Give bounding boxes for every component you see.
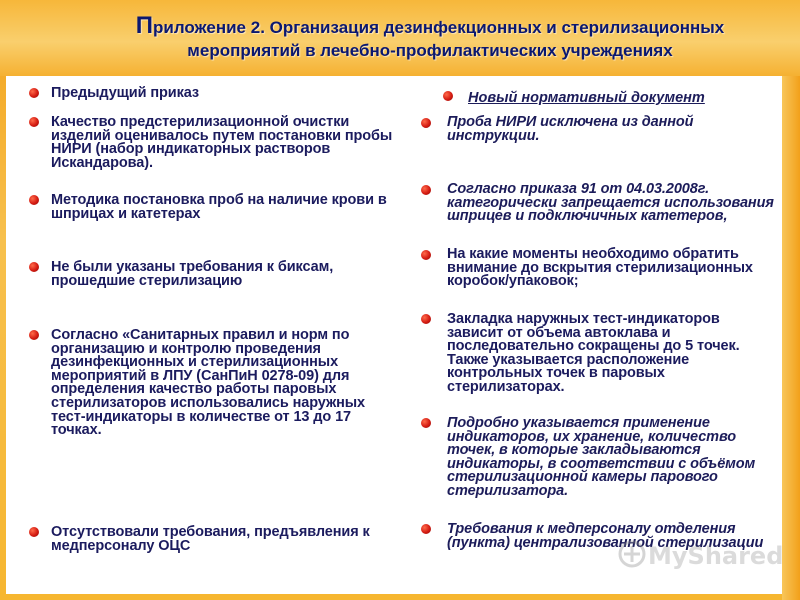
- bullet-icon: [421, 185, 431, 195]
- left-item-1: Предыдущий приказ: [51, 85, 200, 101]
- watermark-text: MyShared: [648, 542, 784, 570]
- right-column-heading: Новый нормативный документ: [468, 90, 705, 106]
- bullet-icon: [421, 250, 431, 260]
- bullet-icon: [443, 91, 453, 101]
- bullet-icon: [29, 195, 39, 205]
- bullet-icon: [421, 314, 431, 324]
- title-line-1: риложение 2. Организация дезинфекционных и стерилизационных: [152, 18, 725, 37]
- title-line-2: мероприятий в лечебно-профилактических учреждениях: [187, 41, 673, 60]
- slide-frame-right-edge: [782, 0, 800, 600]
- bullet-icon: [29, 88, 39, 98]
- watermark-icon: [618, 540, 646, 568]
- left-item-3: Методика постановка проб на наличие крови в шприцах и катетерах: [51, 192, 387, 222]
- bullet-icon: [421, 418, 431, 428]
- left-item-5: Согласно «Санитарных правил и норм по организацию и контролю проведения дезинфекционных и стерилизационных мероприятий в ЛПУ (СанПиН 0278-09) для определения качество работы паровых стерилизаторов использовались наружных тест-индикаторы в количестве от 13 до 17 точках.: [51, 327, 366, 439]
- title-initial: П: [135, 12, 153, 39]
- slide-header: [0, 0, 800, 76]
- bullet-icon: [29, 527, 39, 537]
- right-item-4: Закладка наружных тест-индикаторов зависит от объема автоклава и последовательно сокращены до 5 точек. Также указывается расположение контрольных точек в паровых стерилизаторах.: [447, 311, 740, 395]
- bullet-icon: [421, 524, 431, 534]
- bullet-icon: [29, 330, 39, 340]
- right-item-2: Согласно приказа 91 от 04.03.2008г. категорически запрещается использования шприцев и подключичных катетеров,: [447, 181, 774, 225]
- right-item-1: Проба НИРИ исключена из данной инструкции.: [447, 114, 694, 144]
- left-item-6: Отсутствовали требования, предъявления к медперсоналу ОЦС: [51, 524, 370, 554]
- bullet-icon: [421, 118, 431, 128]
- left-item-4: Не были указаны требования к биксам, прошедшие стерилизацию: [51, 259, 334, 289]
- right-item-6: Требования к медперсоналу отделения (пункта) централизованной стерилизации: [447, 521, 764, 551]
- left-item-2: Качество предстерилизационной очистки изделий оценивалось путем постановки пробы НИРИ (набор индикаторных растворов Искандарова).: [51, 114, 393, 171]
- slide-title: [70, 14, 790, 62]
- bullet-icon: [29, 262, 39, 272]
- bullet-icon: [29, 117, 39, 127]
- watermark-logo: [618, 538, 784, 572]
- right-item-5: Подробно указывается применение индикаторов, их хранение, количество точек, в которые закладываются индикаторы, в соответствии с объёмом стерилизационной камеры парового стерилизатора.: [447, 415, 756, 499]
- right-item-3: На какие моменты необходимо обратить внимание до вскрытия стерилизационных коробок/упаковок;: [447, 246, 753, 290]
